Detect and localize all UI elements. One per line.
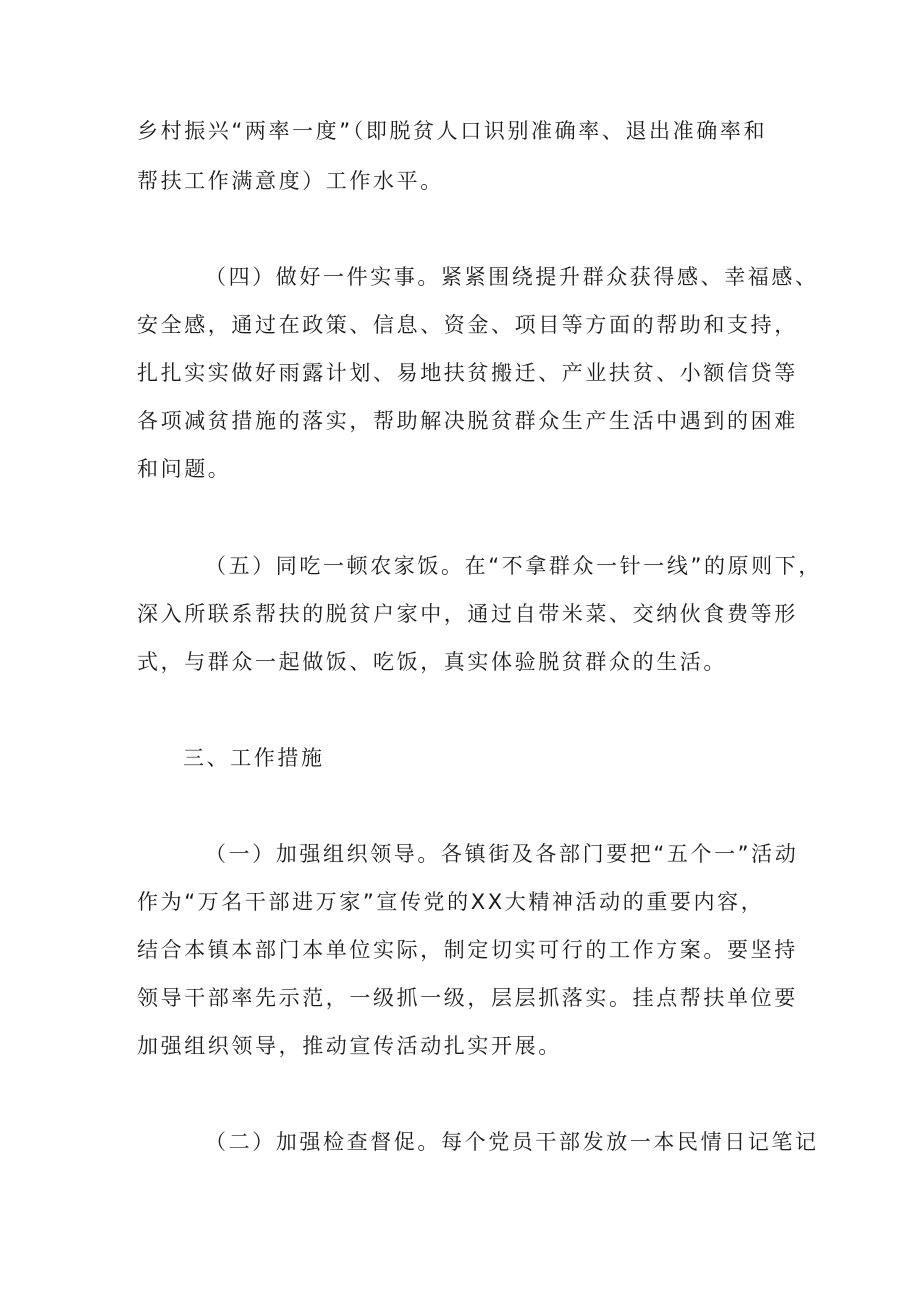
- paragraph-line: （五）同吃一顿农家饭。在“不拿群众一针一线”的原则下，: [205, 554, 822, 578]
- paragraph-line: （二）加强检查督促。每个党员干部发放一本民情日记笔记: [205, 1130, 819, 1154]
- section-heading: 三、工作措施: [183, 746, 325, 770]
- paragraph-line: （四）做好一件实事。紧紧围绕提升群众获得感、幸福感、: [205, 265, 819, 289]
- paragraph-line: 领导干部率先示范，一级抓一级，层层抓落实。挂点帮扶单位要: [137, 986, 798, 1010]
- paragraph-line: 结合本镇本部门本单位实际，制定切实可行的工作方案。要坚持: [137, 938, 798, 962]
- paragraph-line: 扎扎实实做好雨露计划、易地扶贫搬迁、产业扶贫、小额信贷等: [137, 361, 798, 385]
- paragraph-line: 式，与群众一起做饭、吃饭，真实体验脱贫群众的生活。: [137, 650, 727, 674]
- paragraph-line: 安全感，通过在政策、信息、资金、项目等方面的帮助和支持，: [137, 313, 798, 337]
- paragraph-line: 乡村振兴“两率一度”（即脱贫人口识别准确率、退出准确率和: [137, 119, 768, 143]
- paragraph-line: 加强组织领导，推动宣传活动扎实开展。: [137, 1034, 562, 1058]
- paragraph-line: 和问题。: [137, 457, 232, 481]
- paragraph-line: （一）加强组织领导。各镇街及各部门要把“五个一”活动: [205, 842, 799, 866]
- paragraph-line: 各项减贫措施的落实，帮助解决脱贫群众生产生活中遇到的困难: [137, 409, 798, 433]
- paragraph-line: 作为“万名干部进万家”宣传党的XX大精神活动的重要内容，: [137, 890, 765, 914]
- paragraph-line: 帮扶工作满意度）工作水平。: [137, 169, 444, 193]
- paragraph-line: 深入所联系帮扶的脱贫户家中，通过自带米菜、交纳伙食费等形: [137, 602, 798, 626]
